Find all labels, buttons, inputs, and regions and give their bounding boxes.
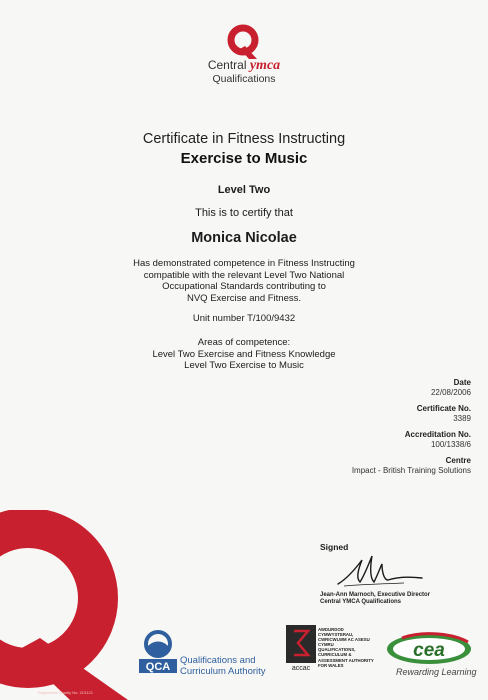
cea-tagline: Rewarding Learning (396, 667, 477, 677)
signatory-org: Central YMCA Qualifications (320, 599, 402, 605)
certificate-number-value: 3389 (453, 414, 471, 423)
competence-line: Has demonstrated competence in Fitness Instructing (133, 258, 355, 269)
date-value: 22/08/2006 (430, 388, 471, 397)
q-logo-icon (224, 22, 264, 62)
accac-line: ASSESSMENT AUTHORITY (318, 657, 374, 663)
certificate-details (352, 378, 471, 482)
area-item: Level Two Exercise to Music (184, 360, 304, 371)
registered-charity-note: Registered Charity No. 213121 (38, 690, 93, 695)
centre-value: Impact - British Training Solutions (351, 466, 471, 475)
recipient-name: Monica Nicolae (191, 230, 297, 246)
areas-of-competence (0, 337, 488, 372)
accac-logo-icon (286, 625, 316, 671)
certificate-title: Certificate in Fitness Instructing (142, 131, 346, 147)
accac-name (318, 627, 378, 668)
signature-icon (334, 548, 426, 590)
cea-logo-icon (384, 632, 474, 668)
accac-line: CWRICWLWM AC ASESU (318, 637, 370, 643)
cea-letters: cea (413, 640, 445, 661)
certificate-level: Level Two (217, 184, 271, 196)
logo-ymca: ymca (249, 58, 281, 73)
logo-org-line (0, 58, 488, 74)
accreditation-label: Accreditation No. (404, 430, 471, 439)
area-item: Level Two Exercise and Fitness Knowledge (152, 348, 336, 360)
qca-line: Curriculum Authority (180, 665, 266, 677)
date-label: Date (453, 378, 471, 387)
logo-sub: Qualifications (212, 73, 276, 85)
qca-line: Qualifications and (180, 655, 256, 666)
accac-line: CYMWYSTERAU, (318, 632, 354, 638)
accreditation-value: 100/1338/6 (430, 440, 471, 449)
unit-number: Unit number T/100/9432 (192, 313, 296, 324)
central-ymca-logo (0, 22, 488, 85)
certificate-subtitle: Exercise to Music (180, 150, 308, 167)
logo-org: Central (207, 58, 247, 72)
competence-line: NVQ Exercise and Fitness. (186, 292, 302, 304)
accac-line: CURRICULUM & (318, 652, 352, 658)
signed-label: Signed (320, 542, 349, 552)
qca-name (180, 656, 266, 677)
qca-logo-icon (138, 628, 178, 674)
competence-paragraph (0, 258, 488, 304)
decorative-q-icon (0, 510, 140, 700)
signatory-name: Jean-Ann Marnoch, Executive Director (320, 592, 431, 598)
competence-line: compatible with the relevant Level Two National (143, 269, 345, 281)
certificate-number-label: Certificate No. (416, 404, 471, 413)
accac-line: QUALIFICATIONS, (318, 647, 356, 653)
accac-line: FOR WALES (318, 662, 344, 668)
areas-heading: Areas of competence: (197, 337, 291, 348)
accac-line: CYMRU (318, 642, 334, 648)
qca-abbr: QCA (145, 661, 171, 673)
certify-text: This is to certify that (195, 207, 293, 219)
centre-label: Centre (445, 456, 471, 465)
accac-abbr: accac (291, 665, 311, 671)
signatory (320, 592, 430, 606)
competence-line: Occupational Standards contributing to (162, 281, 326, 292)
accac-line: AWDURDOD (318, 627, 344, 632)
